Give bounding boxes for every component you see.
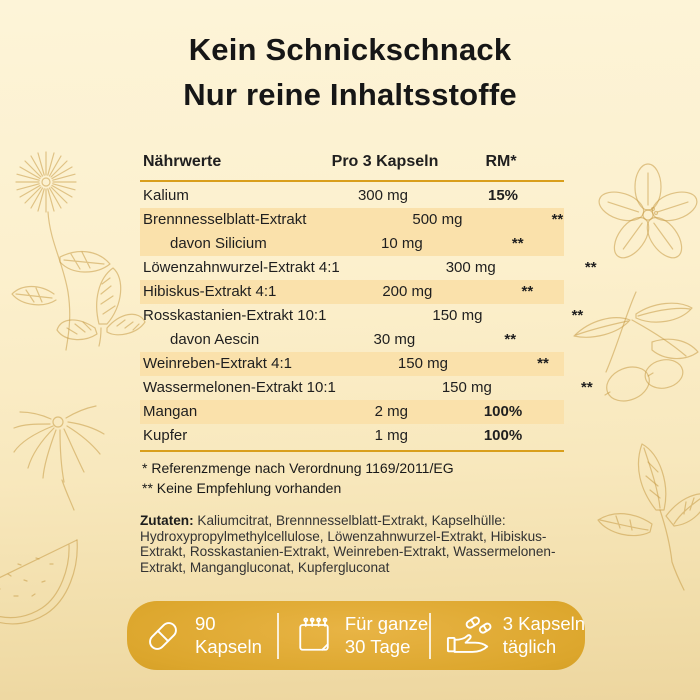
nutrient-name: Brennnesselblatt-Extrakt	[143, 211, 307, 228]
badge-duration-line1: Für ganze	[344, 613, 429, 634]
leaves-illustration	[586, 432, 700, 592]
capsule-icon	[140, 613, 186, 659]
badge-capsule-count	[127, 613, 277, 659]
nutrient-amount: 1 mg	[374, 427, 408, 444]
header-per-capsule: Pro 3 Kapseln	[331, 153, 439, 170]
nutrient-rm: **	[521, 283, 534, 300]
nutrient-amount: 300 mg	[357, 187, 408, 204]
nutrient-name: Weinreben-Extrakt 4:1	[143, 355, 292, 372]
footnote-no-recommendation: ** Keine Empfehlung vorhanden	[142, 480, 342, 496]
badge-dosage	[431, 613, 585, 659]
nutrient-amount: 150 mg	[432, 307, 483, 324]
nutrient-name: davon Aescin	[170, 331, 260, 348]
table-row	[140, 424, 564, 448]
table-row	[140, 328, 564, 352]
page-title	[0, 27, 700, 117]
ingredients-label: Zutaten:	[140, 513, 194, 528]
nutrient-name: Rosskastanien-Extrakt 10:1	[143, 307, 327, 324]
footnote-reference: * Referenzmenge nach Verordnung 1169/2011/EG	[142, 460, 454, 476]
nutrient-rm: **	[571, 307, 584, 324]
header-nutrient: Nährwerte	[143, 153, 222, 170]
ingredients-paragraph	[140, 513, 572, 575]
nutrient-rm: **	[551, 211, 564, 228]
badge-duration	[279, 613, 429, 659]
badge-duration-line2: 30 Tage	[344, 635, 411, 657]
page-title-line2: Nur reine Inhaltsstoffe	[183, 77, 517, 112]
nutrient-rm: 100%	[483, 427, 523, 444]
nutrient-amount: 2 mg	[374, 403, 408, 420]
nutrient-amount: 150 mg	[397, 355, 448, 372]
table-row	[140, 208, 564, 232]
nutrient-amount: 500 mg	[412, 211, 463, 228]
nutrient-rm: 100%	[483, 403, 523, 420]
table-row	[140, 232, 564, 256]
nutrient-amount: 200 mg	[382, 283, 433, 300]
badge-dosage-line2: täglich	[502, 635, 557, 657]
nutrient-name: Löwenzahnwurzel-Extrakt 4:1	[143, 259, 340, 276]
watermelon-slice-illustration	[0, 516, 126, 638]
table-row	[140, 256, 597, 280]
nutrient-rm: **	[511, 235, 524, 252]
nutrition-table-header	[140, 150, 564, 182]
ingredients-text: Kaliumcitrat, Brennnesselblatt-Extrakt, Kapselhülle: Hydroxypropylmethylcellulose, Löwenzahnwurzel-Extrakt, Hibiskus-Extrakt, Rosskastanien-Extrakt, Weinreben-Extrakt, Wassermelonen-Extrakt, Mangangluconat, Kupfergluconat	[140, 513, 556, 575]
daisy-flower-illustration	[6, 372, 114, 512]
nutrient-amount: 300 mg	[445, 259, 496, 276]
hand-capsule-icon	[444, 613, 494, 659]
page-title-line1: Kein Schnickschnack	[188, 32, 512, 67]
nutrient-rm: **	[504, 331, 517, 348]
nutrient-amount: 150 mg	[441, 379, 492, 396]
nutrient-name: Kalium	[143, 187, 189, 204]
table-row	[140, 400, 564, 424]
nutrient-rm: **	[584, 259, 597, 276]
table-row	[140, 376, 593, 400]
nutrition-table-body	[140, 182, 597, 452]
nutrient-name: davon Silicium	[170, 235, 267, 252]
nettle-leaves-illustration	[55, 262, 149, 350]
nutrition-table	[140, 150, 597, 452]
nutrient-rm: **	[537, 355, 549, 372]
header-rm: RM*	[485, 153, 517, 170]
nutrient-name: Kupfer	[143, 427, 188, 444]
nutrient-name: Hibiskus-Extrakt 4:1	[143, 283, 277, 300]
calendula-flower-illustration	[8, 142, 138, 357]
nutrient-name: Mangan	[143, 403, 198, 420]
table-row	[140, 352, 564, 376]
nutrient-rm: 15%	[487, 187, 519, 204]
badge-bar	[127, 601, 585, 670]
calendar-icon	[292, 613, 336, 659]
table-row	[140, 280, 564, 304]
nutrient-amount: 10 mg	[381, 235, 423, 252]
table-row	[140, 304, 584, 328]
badge-capsule-count-line2: Kapseln	[195, 635, 262, 657]
footnotes	[142, 458, 454, 498]
nutrient-amount: 30 mg	[373, 331, 416, 348]
nutrient-name: Wassermelonen-Extrakt 10:1	[143, 379, 336, 396]
table-row	[140, 184, 564, 208]
badge-dosage-line1: 3 Kapseln	[502, 613, 586, 634]
nutrient-rm: **	[581, 379, 593, 396]
badge-capsule-count-line1: 90	[195, 613, 216, 634]
